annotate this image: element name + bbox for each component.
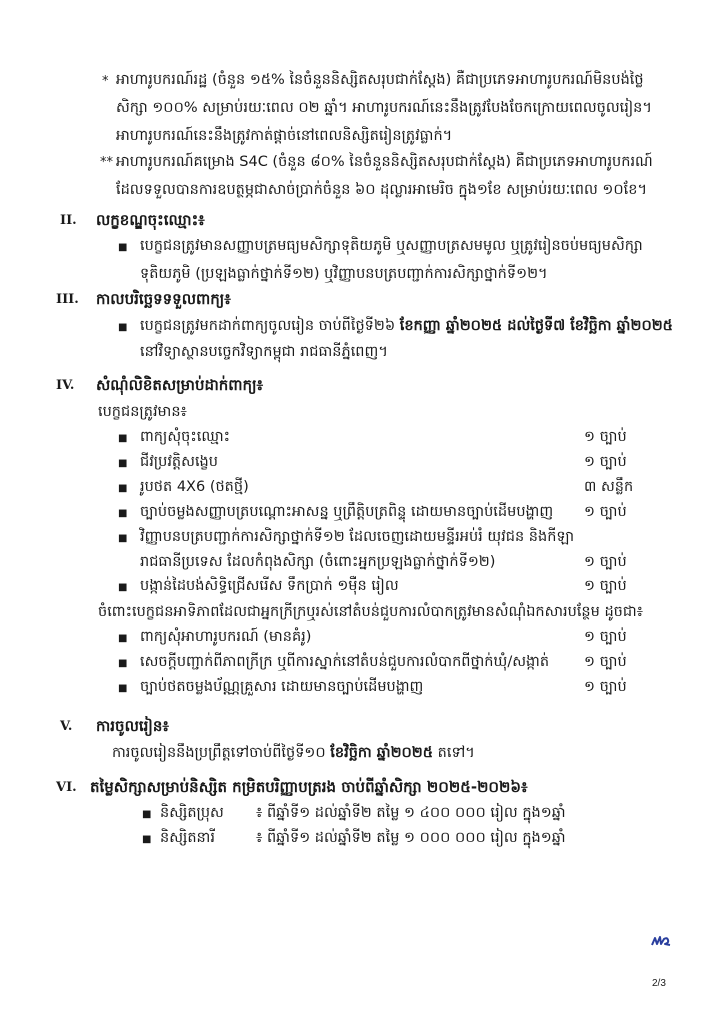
footnote-2-line-1: អាហារូបករណ៍គម្រោង S4C (ចំនួន ៨០% នៃចំនួននិស្សិតសរុបជាក់ស្តែង) គឺជាប្រភេទអាហារូបករណ៍ (116, 154, 653, 170)
square-bullet-icon: ■ (118, 533, 128, 544)
footnote-1-line-1: អាហារូបករណ៍រដ្ឋ (ចំនួន ១៥% នៃចំនួននិស្សិតសរុបជាក់ស្តែង) គឺជាប្រភេទអាហារូបករណ៍មិនបង់ថ្លៃ (116, 72, 644, 88)
fee-value-female: ៖ ពីឆ្នាំទី១ ដល់ឆ្នាំទី២ តម្លៃ ១ ០០០ ០០០ រៀល ក្នុង១ឆ្នាំ (256, 830, 566, 846)
section-3-number: III. (56, 292, 79, 307)
document-item-qty: ១ ច្បាប់ (584, 454, 627, 470)
section-4-title: សំណុំលិខិតសម្រាប់ដាក់ពាក្យ៖ (96, 376, 264, 394)
document-item-label: ពាក្យសុំចុះឈ្មោះ (140, 429, 230, 445)
document-item-qty: ៣ សន្លឹក (584, 479, 634, 495)
section-5-text-end: តទៅ។ (433, 745, 475, 761)
square-bullet-icon: ■ (118, 508, 128, 519)
section-5-line (112, 743, 475, 763)
page-number: 2/3 (652, 978, 666, 989)
square-bullet-icon: ■ (118, 433, 128, 444)
square-bullet-icon: ■ (118, 483, 128, 494)
document-item-qty: ១ ច្បាប់ (584, 554, 627, 570)
extra-item-label: សេចក្តីបញ្ជាក់ពីភាពក្រីក្រ ឬពីការស្នាក់នៅតំបន់ជួបការលំបាកពីថ្នាក់ឃុំ/សង្កាត់ (140, 654, 550, 670)
document-item-label: វិញ្ញាបនបត្របញ្ជាក់ការសិក្សាថ្នាក់ទី១២ ដែលចេញដោយមន្ទីរអប់រំ យុវជន និងកីឡា (140, 529, 575, 545)
section-4-note: ចំពោះបេក្ខជនអាទិភាពដែលជាអ្នកក្រីក្រឬរស់នៅតំបន់ជួបការលំបាកត្រូវមានសំណុំឯកសារបន្ថែម ដូចជា៖ (98, 604, 644, 620)
fee-label-female: និស្សិតនារី (160, 830, 215, 846)
fee-value-male: ៖ ពីឆ្នាំទី១ ដល់ឆ្នាំទី២ តម្លៃ ១ ៤០០ ០០០ រៀល ក្នុង១ឆ្នាំ (256, 805, 566, 821)
section-5-text-start: ការចូលរៀននឹងប្រព្រឹត្តទៅចាប់ពីថ្ងៃទី១០ (112, 745, 331, 761)
section-5-number: V. (60, 719, 73, 734)
section-4-subtitle: បេក្ខជនត្រូវមាន៖ (98, 404, 187, 420)
square-bullet-icon: ■ (118, 658, 128, 669)
document-item-qty: ១ ច្បាប់ (584, 429, 627, 445)
square-bullet-icon: ■ (118, 458, 128, 469)
section-6-number: VI. (56, 780, 77, 795)
square-bullet-icon: ■ (118, 683, 128, 694)
extra-item-label: ពាក្យសុំអាហារូបករណ៍ (មានគំរូ) (140, 629, 312, 645)
initials-signature-mark (650, 934, 672, 948)
square-bullet-icon: ■ (142, 834, 152, 845)
footnote-1-line-3: អាហារូបករណ៍នេះនឹងត្រូវកាត់ផ្តាច់នៅពេលនិស្សិតរៀនត្រូវធ្លាក់។ (116, 128, 453, 144)
section-3-date-range: ខែកញ្ញា ឆ្នាំ២០២៥ ដល់ថ្ងៃទី៧ ខែវិច្ឆិកា ឆ្នាំ២០២៥ (399, 318, 673, 334)
section-5-title: ការចូលរៀន៖ (96, 717, 169, 735)
footnote-1-line-2: សិក្សា ១០០% សម្រាប់រយៈពេល ០២ ឆ្នាំ។ អាហារូបករណ៍នេះនឹងត្រូវបែងចែកក្រោយពេលចូលរៀន។ (116, 100, 652, 116)
extra-item-label: ច្បាប់ថតចម្លងប័ណ្ណគ្រួសារ ដោយមានច្បាប់ដើមបង្ហាញ (140, 679, 424, 695)
footnote-2-line-2: ដែលទទួលបានការឧបត្ថម្ភជាសាច់ប្រាក់ចំនួន ៦០ ដុល្លារអាមេរិច ក្នុង១ខែ សម្រាប់រយៈពេល ១០ខែ។ (116, 182, 648, 198)
square-bullet-icon: ■ (118, 322, 128, 333)
section-3-title: កាលបរិច្ឆេទទទួលពាក្យ៖ (96, 290, 231, 308)
section-3-line-2: នៅវិទ្យាស្ថានបច្ចេកវិទ្យាកម្ពុជា រាជធានីភ្នំពេញ។ (140, 344, 388, 360)
section-5-start-date: ខែវិច្ឆិកា ឆ្នាំ២០២៥ (330, 745, 434, 761)
document-item-label: រូបថត 4X6 (ថតថ្មី) (140, 479, 249, 495)
square-bullet-icon: ■ (118, 582, 128, 593)
section-2-line-1: បេក្ខជនត្រូវមានសញ្ញាបត្រមធ្យមសិក្សាទុតិយភូមិ ឬសញ្ញាបត្រសមមូល ឬត្រូវរៀនចប់មធ្យមសិក្សា (140, 238, 643, 254)
section-2-line-2: ទុតិយភូមិ (ប្រឡងធ្លាក់ថ្នាក់ទី១២) ឬវិញ្ញាបនបត្របញ្ជាក់ការសិក្សាថ្នាក់ទី១២។ (140, 266, 548, 282)
document-item-label: ច្បាប់ចម្លងសញ្ញាបត្របណ្តោះអាសន្ន ឬព្រឹត្តិបត្រពិន្ទុ ដោយមានច្បាប់ដើមបង្ហាញ (140, 504, 554, 520)
section-6-title: តម្លៃសិក្សាសម្រាប់និស្សិត កម្រិតបរិញ្ញាបត្ររង ចាប់ពីឆ្នាំសិក្សា ២០២៥-២០២៦៖ (90, 778, 528, 796)
square-bullet-icon: ■ (118, 242, 128, 253)
document-item-label-continued: រាជធានីប្រទេស ដែលកំពុងសិក្សា (ចំពោះអ្នកប្រឡងធ្លាក់ថ្នាក់ទី១២) (140, 554, 496, 570)
document-item-label: ជីវប្រវត្តិសង្ខេប (140, 454, 218, 470)
section-2-number: II. (60, 213, 77, 228)
extra-item-qty: ១ ច្បាប់ (584, 629, 627, 645)
footnote-mark-double: ** (100, 155, 113, 170)
document-item-qty: ១ ច្បាប់ (584, 504, 627, 520)
section-4-number: IV. (56, 378, 75, 393)
extra-item-qty: ១ ច្បាប់ (584, 679, 627, 695)
section-3-line-1-text: បេក្ខជនត្រូវមកដាក់ពាក្យចូលរៀន ចាប់ពីថ្ងៃទី២៦ (140, 318, 400, 334)
square-bullet-icon: ■ (118, 633, 128, 644)
footnote-mark-single: * (102, 74, 109, 89)
document-item-label: បង្កាន់ដៃបង់សិទ្ធិជ្រើសរើស ទឹកប្រាក់ ១ម៉ឺន រៀល (140, 578, 399, 594)
section-3-line-1 (140, 316, 673, 336)
section-2-title: លក្ខខណ្ឌចុះឈ្មោះ៖ (96, 211, 205, 229)
extra-item-qty: ១ ច្បាប់ (584, 654, 627, 670)
fee-label-male: និស្សិតប្រុស (160, 805, 224, 821)
square-bullet-icon: ■ (142, 809, 152, 820)
document-item-qty: ១ ច្បាប់ (584, 578, 627, 594)
